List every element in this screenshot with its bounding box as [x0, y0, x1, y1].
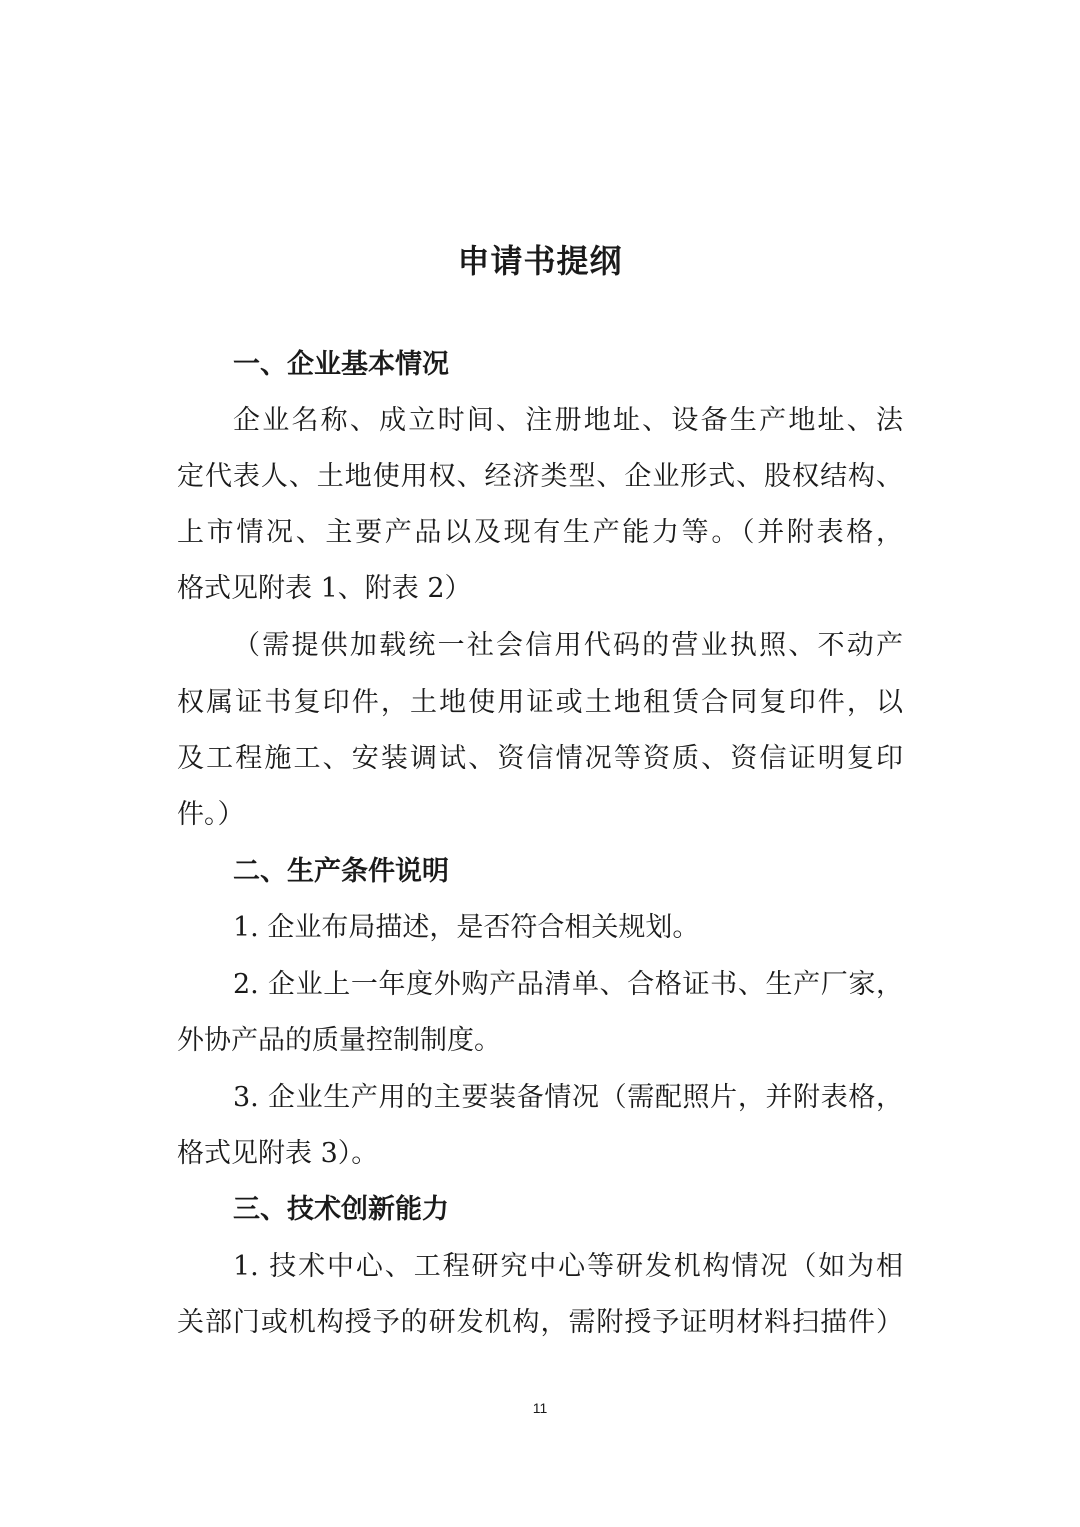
- paragraph-line: 件。）: [177, 799, 245, 830]
- paragraph-line: 及工程施工、安装调试、资信情况等资质、资信证明复印: [177, 743, 903, 774]
- section-heading-3: 三、技术创新能力: [233, 1194, 449, 1225]
- paragraph-line: 1. 企业布局描述，是否符合相关规划。: [233, 912, 700, 943]
- paragraph-line: 定代表人、土地使用权、经济类型、企业形式、股权结构、: [177, 461, 903, 492]
- paragraph-line: 格式见附表 3）。: [177, 1138, 379, 1169]
- section-heading-2: 二、生产条件说明: [233, 856, 449, 887]
- page-number: 11: [532, 1400, 548, 1416]
- paragraph-line: 权属证书复印件，土地使用证或土地租赁合同复印件，以: [177, 687, 903, 718]
- paragraph-line: （需提供加载统一社会信用代码的营业执照、不动产: [233, 630, 903, 661]
- paragraph-line: 企业名称、成立时间、注册地址、设备生产地址、法: [233, 405, 903, 436]
- paragraph-line: 上市情况、主要产品以及现有生产能力等。（并附表格，: [177, 517, 903, 548]
- section-heading-1: 一、企业基本情况: [233, 349, 449, 380]
- paragraph-line: 3. 企业生产用的主要装备情况（需配照片，并附表格，: [233, 1082, 903, 1113]
- paragraph-line: 外协产品的质量控制制度。: [177, 1025, 501, 1056]
- paragraph-line: 格式见附表 1、附表 2）: [177, 573, 472, 604]
- document-title: 申请书提纲: [457, 242, 623, 280]
- paragraph-line: 2. 企业上一年度外购产品清单、合格证书、生产厂家，: [233, 969, 903, 1000]
- paragraph-line: 关部门或机构授予的研发机构，需附授予证明材料扫描件）: [177, 1307, 903, 1338]
- paragraph-line: 1. 技术中心、工程研究中心等研发机构情况（如为相: [233, 1251, 903, 1282]
